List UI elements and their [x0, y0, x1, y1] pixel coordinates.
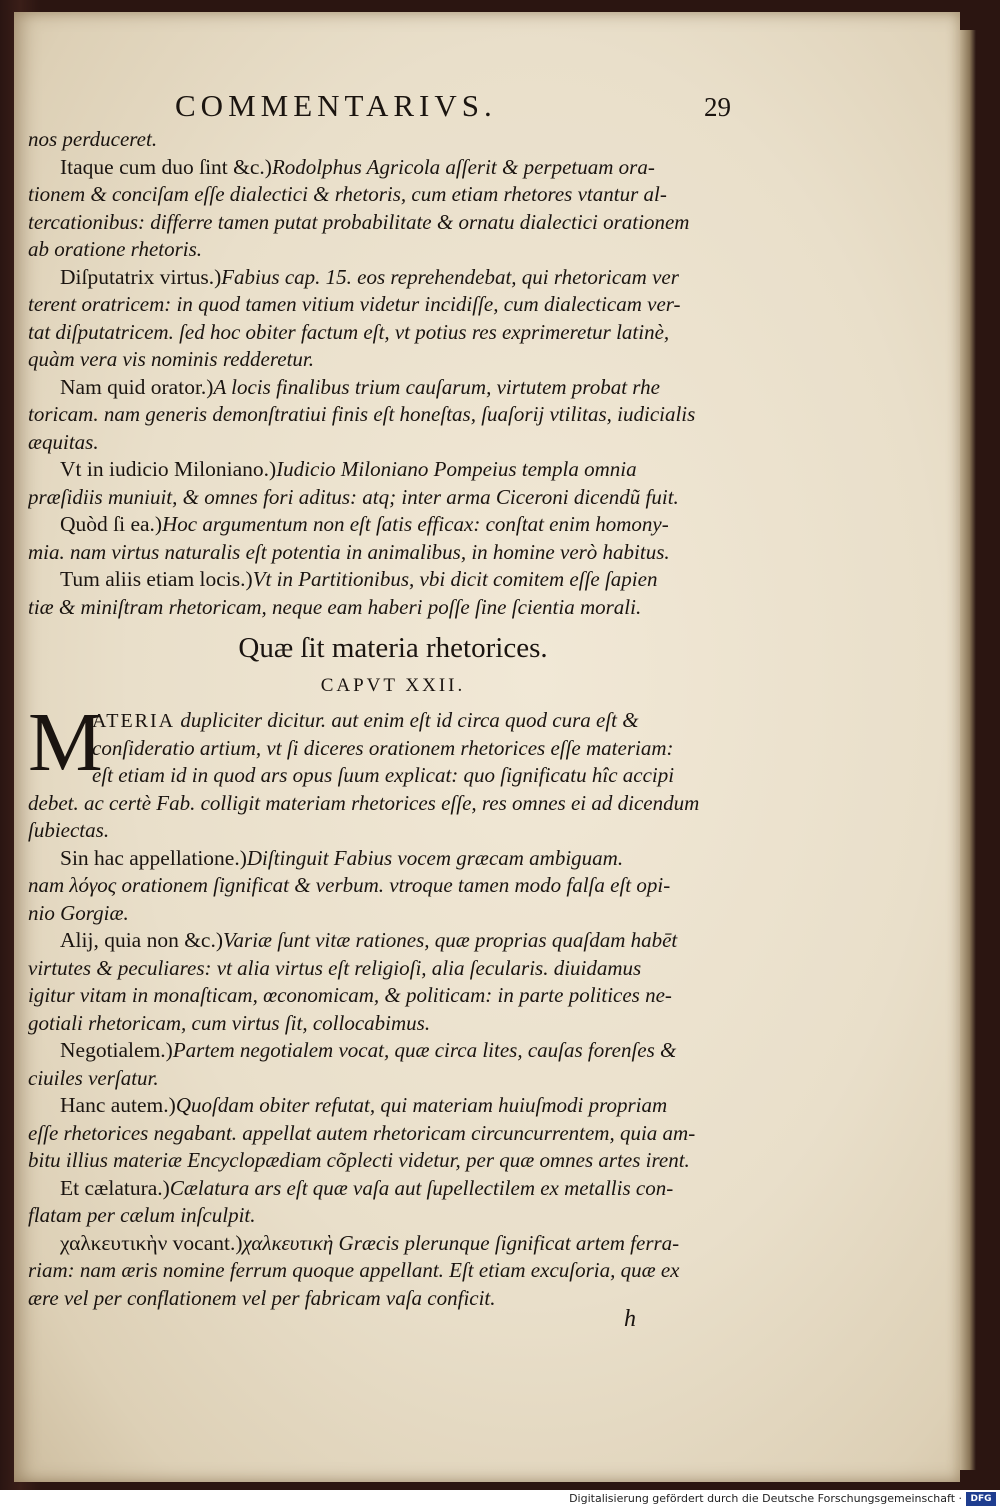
text-line — [28, 539, 728, 567]
line-text: æquitas. — [28, 429, 99, 454]
text-line — [28, 126, 728, 154]
digitization-credit: Digitalisierung gefördert durch die Deutsche Forschungsgemeinschaft · — [569, 1492, 962, 1505]
line-text: nos perduceret. — [28, 127, 158, 151]
page-header — [0, 88, 1000, 128]
line-text: debet. ac certè Fab. colligit materiam rhetorices eſſe, res omnes ei ad dicendum — [28, 790, 700, 815]
text-line — [28, 1202, 728, 1230]
line-text: ciuiles verſatur. — [28, 1065, 159, 1090]
text-line — [28, 845, 728, 873]
text-line — [28, 566, 728, 594]
running-title: COMMENTARIVS. — [175, 88, 497, 123]
text-line: conſideratio artium, vt ſi diceres orationem rhetorices eſſe materiam: — [92, 735, 674, 760]
text-line — [28, 456, 728, 484]
text-line — [28, 484, 728, 512]
line-text: ſubiectas. — [28, 818, 110, 842]
text-line — [28, 374, 728, 402]
line-text: toricam. nam generis demonſtratiui finis eſt honeſtas, ſuaſorij vtilitas, iudicialis — [28, 402, 696, 426]
footer-bar — [0, 1490, 1000, 1508]
text-block-before-chapter — [28, 126, 728, 621]
line-text: tat diſputatricem. ſed hoc obiter factum eſt, vt potius res exprimeretur latinè, — [28, 319, 670, 344]
text-line — [28, 1120, 728, 1148]
lemma: Hanc autem.) — [60, 1093, 176, 1117]
text-line — [28, 264, 728, 292]
text-line — [28, 594, 728, 622]
text-line — [28, 401, 728, 429]
line-text: ære vel per conflationem vel per fabricam vaſa conficit. — [28, 1285, 496, 1310]
chapter-heading: Quæ ſit materia rhetorices. — [238, 632, 548, 664]
dropcap-caps: ATERIA — [92, 710, 176, 732]
line-text: Diſtinguit Fabius vocem græcam ambiguam. — [246, 845, 624, 870]
text-line — [28, 1285, 728, 1313]
line-text: A locis finalibus trium cauſarum, virtutem probat rhe — [213, 374, 660, 399]
lemma: χαλκευτικὴν vocant.) — [60, 1230, 243, 1255]
text-line — [28, 1010, 728, 1038]
text-line — [28, 1037, 728, 1065]
line-text: tiæ & miniſtram rhetoricam, neque eam haberi poſſe ſine ſcientia morali. — [28, 594, 642, 619]
page-text — [28, 126, 728, 1312]
page-edge — [960, 30, 976, 1470]
text-line — [28, 707, 728, 735]
lemma: Quòd ſi ea.) — [60, 512, 163, 536]
text-line — [28, 955, 728, 983]
line-text: terent oratricem: in quod tamen vitium videtur incidiſſe, cum dialecticam ver- — [28, 292, 681, 316]
text-line — [28, 982, 728, 1010]
lemma: Tum aliis etiam locis.) — [60, 567, 253, 591]
line-text: Fabius cap. 15. eos reprehendebat, qui rhetoricam ver — [221, 264, 679, 289]
line-text: Iudicio Miloniano Pompeius templa omnia — [276, 457, 637, 481]
text-block-after-chapter — [28, 790, 728, 1313]
lemma: Alij, quia non &c.) — [60, 928, 224, 952]
chapter-number: CAPVT XXII. — [320, 675, 466, 696]
line-text: tercationibus: differre tamen putat probabilitate & ornatu dialectici orationem — [28, 209, 690, 234]
line-text: tionem & conciſam eſſe dialectici & rhetoris, cum etiam rhetores vtantur al- — [28, 182, 667, 206]
folio-number: 29 — [704, 92, 731, 122]
lemma: Et cælatura.) — [60, 1175, 170, 1200]
line-text: Cælatura ars eſt quæ vaſa aut ſupellectilem ex metallis con- — [169, 1175, 674, 1200]
line-text: dupliciter dicitur. aut enim eſt id circa quod cura eſt & — [180, 708, 639, 732]
text-line — [28, 927, 728, 955]
text-line — [28, 790, 728, 818]
text-line — [28, 511, 728, 539]
line-text: eſſe rhetorices negabant. appellat autem rhetoricam circuncurrentem, quia am- — [28, 1120, 696, 1145]
text-line — [28, 236, 728, 264]
text-line — [28, 1175, 728, 1203]
dropcap-letter: M — [28, 696, 103, 789]
line-text: riam: nam æris nomine ferrum quoque appellant. Eſt etiam excuſoria, quæ ex — [28, 1258, 680, 1282]
line-text: Variæ ſunt vitæ rationes, quæ proprias quaſdam habēt — [223, 928, 678, 952]
line-text: nio Gorgiæ. — [28, 900, 129, 925]
dropcap-paragraph — [28, 696, 728, 790]
lemma: Diſputatrix virtus.) — [60, 264, 222, 289]
lemma: Negotialem.) — [60, 1038, 173, 1062]
text-line — [28, 154, 728, 182]
line-text: mia. nam virtus naturalis eſt potentia in animalibus, in homine verò habitus. — [28, 539, 670, 564]
lemma: Vt in iudicio Miloniano.) — [60, 457, 277, 481]
line-text: nam λόγος orationem ſignificat & verbum. vtroque tamen modo falſa eſt opi- — [28, 873, 671, 897]
text-line — [28, 817, 728, 845]
text-line — [28, 900, 728, 928]
lemma: Itaque cum duo ſint &c.) — [60, 154, 272, 179]
line-text: Partem negotialem vocat, quæ circa lites, cauſas forenſes & — [172, 1038, 677, 1062]
text-line — [28, 291, 728, 319]
text-line — [28, 1230, 728, 1258]
text-line — [28, 1092, 728, 1120]
line-text: Vt in Partitionibus, vbi dicit comitem eſſe ſapien — [252, 567, 658, 591]
text-line: eſt etiam id in quod ars opus ſuum explicat: quo ſignificatu hîc accipi — [92, 763, 675, 787]
line-text: gotiali rhetoricam, cum virtus ſit, collocabimus. — [28, 1010, 431, 1035]
text-line — [28, 1147, 728, 1175]
line-text: Quoſdam obiter refutat, qui materiam huiuſmodi propriam — [175, 1093, 668, 1117]
text-line — [28, 1065, 728, 1093]
line-text: Hoc argumentum non eſt ſatis efficax: conſtat enim homony- — [162, 512, 669, 536]
text-line — [28, 429, 728, 457]
line-text: bitu illius materiæ Encyclopædiam cõplecti videtur, per quæ omnes artes irent. — [28, 1148, 690, 1172]
line-text: ab oratione rhetoris. — [28, 237, 203, 261]
lemma: Nam quid orator.) — [60, 374, 214, 399]
signature-mark: h — [624, 1306, 636, 1332]
text-line — [28, 1257, 728, 1285]
line-text: flatam per cælum inſculpit. — [28, 1203, 256, 1227]
text-line — [28, 872, 728, 900]
text-line — [28, 346, 728, 374]
line-text: igitur vitam in monaſticam, œconomicam, & politicam: in parte politices ne- — [28, 983, 672, 1007]
text-line — [28, 319, 728, 347]
line-text: virtutes & peculiares: vt alia virtus eſt religioſi, alia ſecularis. diuidamus — [28, 955, 642, 980]
dfg-logo: DFG — [966, 1492, 996, 1506]
text-line — [28, 209, 728, 237]
text-line — [28, 181, 728, 209]
lemma: Sin hac appellatione.) — [60, 845, 247, 870]
line-text: Rodolphus Agricola aſſerit & perpetuam ora- — [271, 154, 655, 179]
line-text: præſidiis muniuit, & omnes fori aditus: atq; inter arma Ciceroni dicendũ fuit. — [28, 484, 679, 509]
line-text: quàm vera vis nominis redderetur. — [28, 347, 314, 371]
line-text: χαλκευτικὴ Græcis plerunque ſignificat artem ferra- — [242, 1230, 680, 1255]
